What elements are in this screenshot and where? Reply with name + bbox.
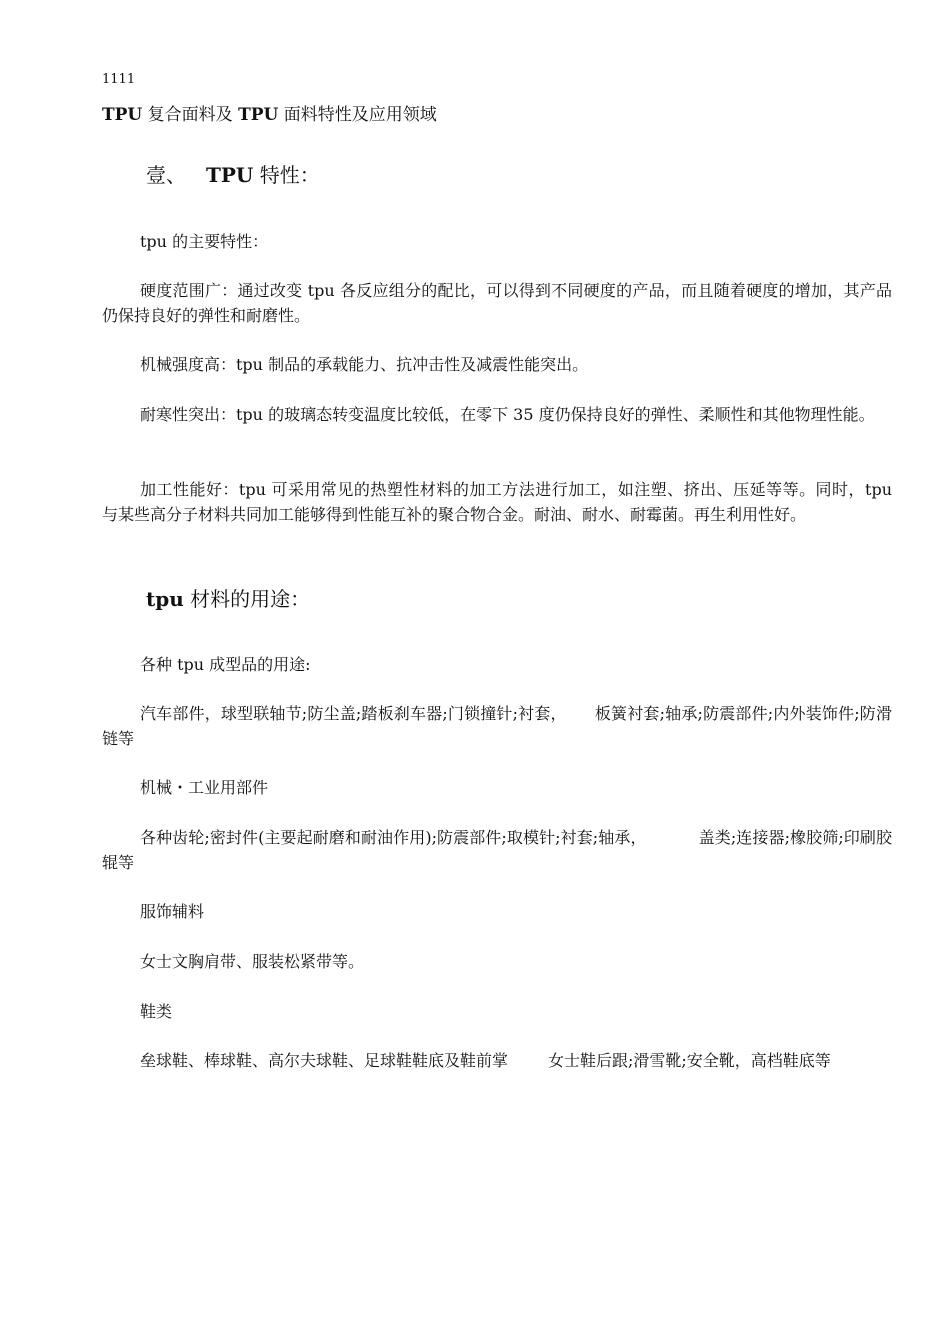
- paragraph-hardness: 硬度范围广：通过改变 tpu 各反应组分的配比，可以得到不同硬度的产品，而且随着硬度的增加，其产品仍保持良好的弹性和耐磨性。: [102, 281, 892, 325]
- shoes-text-part-1: 垒球鞋、棒球鞋、高尔夫球鞋、足球鞋鞋底及鞋前掌: [140, 1051, 509, 1070]
- section-heading-properties: [146, 162, 320, 188]
- title-text-1: 复合面料及: [142, 105, 239, 125]
- machinery-text-part-2: 盖类;连接器;橡胶筛;印刷胶辊等: [102, 828, 892, 872]
- section-number: 壹、: [146, 163, 186, 187]
- shoes-text-part-2: 女士鞋后跟;滑雪靴;安全靴，高档鞋底等: [548, 1051, 831, 1070]
- category-apparel: 服饰辅料: [140, 902, 205, 921]
- paragraph-shoes: [102, 1048, 892, 1073]
- section-heading-bold: TPU: [206, 163, 254, 187]
- automotive-text-part-2: 板簧衬套;轴承;防震部件;内外装饰件;防滑链等: [102, 704, 892, 748]
- category-machinery: 机械・工业用部件: [140, 778, 269, 797]
- section-heading-text: 特性：: [253, 163, 320, 187]
- title-bold-tpu-1: TPU: [102, 105, 143, 125]
- category-shoes: 鞋类: [140, 1002, 173, 1021]
- properties-intro: tpu 的主要特性：: [140, 232, 269, 251]
- paragraph-cold-resistance: 耐寒性突出：tpu 的玻璃态转变温度比较低，在零下 35 度仍保持良好的弹性、柔顺性和其他物理性能。: [140, 405, 875, 424]
- paragraph-processing: 加工性能好：tpu 可采用常见的热塑性材料的加工方法进行加工，如注塑、挤出、压延等等。同时，tpu 与某些高分子材料共同加工能够得到性能互补的聚合物合金。耐油、耐水、耐霉菌。再生利用性好。: [102, 480, 892, 524]
- paragraph-machinery: [102, 825, 892, 875]
- machinery-text-part-1: 各种齿轮;密封件(主要起耐磨和耐油作用);防震部件;取模针;衬套;轴承，: [140, 828, 647, 847]
- section-heading-text: 材料的用途：: [183, 587, 311, 611]
- section-heading-uses: [146, 586, 310, 612]
- title-bold-tpu-2: TPU: [238, 105, 279, 125]
- section-heading-bold: tpu: [146, 587, 184, 611]
- paragraph-apparel: 女士文胸肩带、服装松紧带等。: [140, 952, 365, 971]
- uses-intro: 各种 tpu 成型品的用途:: [140, 655, 311, 674]
- automotive-text-part-1: 汽车部件，球型联轴节;防尘盖;踏板刹车器;门锁撞针;衬套，: [140, 704, 567, 723]
- paragraph-strength: 机械强度高：tpu 制品的承载能力、抗冲击性及减震性能突出。: [140, 355, 589, 374]
- document-title: [102, 104, 437, 126]
- page-number: 1111: [102, 72, 136, 87]
- paragraph-automotive: [102, 701, 892, 751]
- title-text-2: 面料特性及应用领域: [278, 105, 437, 125]
